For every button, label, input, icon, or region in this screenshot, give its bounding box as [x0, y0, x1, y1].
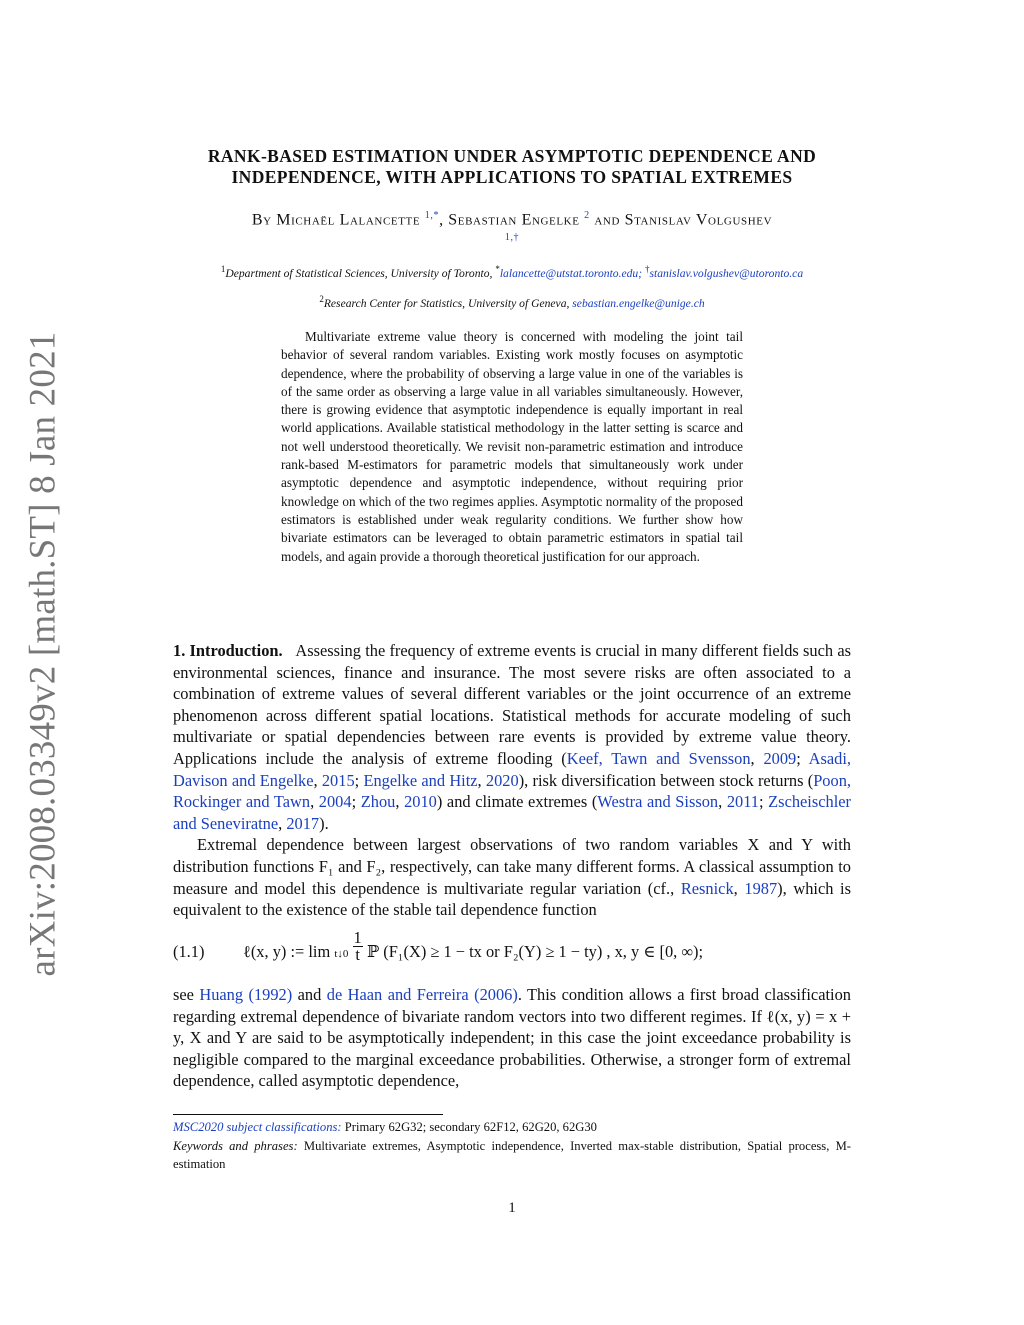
p3-text-b: and: [292, 985, 327, 1004]
citation-zscheischler[interactable]: Zscheischler and Seneviratne: [173, 792, 851, 833]
intro-paragraph-2: Extremal dependence between largest observations of two random variables X and Y with distribution functions F₁ and F₂, respectively, can take many different forms. A classical assumption to measure and model this dependence is multivariate regular variation (cf., Resnick, 1987), which is equivalent to the existence of the stable tail dependence function: [173, 835, 851, 920]
citation-dehaan-year[interactable]: (2006): [474, 985, 518, 1004]
affil-1-dagger: †: [644, 264, 650, 274]
citation-asadi-year[interactable]: 2015: [321, 770, 355, 790]
paragraph-3: [173, 984, 851, 1092]
equation-rhs: ℙ (F₁(X) ≥ 1 − tx or F₂(Y) ≥ 1 − ty) , x, y ∈ [0, ∞);: [366, 942, 704, 961]
keywords-text: Multivariate extremes, Asymptotic independence, Inverted max-stable distribution, Spatial process, M-estimation: [173, 1139, 851, 1171]
keywords-label: Keywords and phrases:: [173, 1139, 298, 1153]
arxiv-stamp: [0, 0, 80, 1325]
section-heading: 1. Introduction.: [173, 641, 283, 660]
title-line-1: RANK-BASED ESTIMATION UNDER ASYMPTOTIC DEPENDENCE AND: [207, 146, 817, 166]
citation-asadi[interactable]: Asadi, Davison and Engelke: [173, 748, 851, 790]
footnote-msc: [173, 1118, 851, 1136]
citation-westra[interactable]: Westra and Sisson: [597, 792, 719, 812]
p2-text-a: Extremal dependence between largest observations of two random variables X and Y with distribution functions F₁ and F₂, respectively, can take many different forms. A classical assumption to measure and model this dependence is multivariate regular variation (cf.,: [173, 835, 851, 898]
author-3-affil-ref[interactable]: 1,†: [504, 232, 520, 244]
title-line-2: INDEPENDENCE, WITH APPLICATIONS TO SPATIAL EXTREMES: [231, 167, 793, 187]
p1-text-c: ) and climate extremes (: [436, 792, 598, 812]
author-list: [170, 206, 854, 248]
affiliation-1: [170, 262, 854, 281]
intro-paragraph-1: 1. Introduction. Assessing the frequency of extreme events is crucial in many different fields such as environmental sciences, finance and insurance. The most severe risks are often associated to a combination of extreme values of several different variables or the joint occurrence of an extreme phenomenon across different spatial locations. Statistical methods for accurate modeling of such multivariate or spatial dependencies between rare events is provided by extreme value theory. Applications include the analysis of extreme flooding (Keef, Tawn and Svensson, 2009; Asadi, Davison and Engelke, 2015; Engelke and Hitz, 2020), risk diversification between stock returns (Poon, Rockinger and Tawn, 2004; Zhou, 2010) and climate extremes (Westra and Sisson, 2011; Zscheischler and Seneviratne, 2017).: [173, 641, 851, 833]
citation-engelke-hitz[interactable]: Engelke and Hitz: [363, 770, 478, 790]
p1-text-a: Assessing the frequency of extreme events is crucial in many different fields such as environmental sciences, finance and insurance. The most severe risks are often associated to a combination of extreme values of several different variables or the joint occurrence of an extreme phenomenon across different spatial locations. Statistical methods for accurate modeling of such multivariate or spatial dependencies between rare events is provided by extreme value theory. Applications include the analysis of extreme flooding (: [173, 641, 851, 768]
author-3: and Stanislav Volgushev: [589, 211, 773, 229]
author-1-affil-ref[interactable]: 1,*: [424, 210, 440, 221]
citation-resnick[interactable]: Resnick: [680, 878, 734, 898]
citation-zhou-year[interactable]: 2010: [404, 792, 437, 812]
affil-1-star: *: [495, 264, 500, 274]
citation-keef-year[interactable]: 2009: [763, 748, 797, 768]
affil-2-text: Research Center for Statistics, University of Geneva,: [323, 296, 573, 310]
affil-2-number: 2: [319, 294, 324, 304]
equation-limit: [334, 942, 348, 962]
msc-text: Primary 62G32; secondary 62F12, 62G20, 62G30: [341, 1120, 597, 1134]
citation-zscheischler-year[interactable]: 2017: [286, 813, 320, 833]
equation-limit-sub: t↓0: [334, 948, 349, 960]
fraction-denominator: t: [355, 945, 360, 964]
p1-text-d: ).: [319, 813, 329, 833]
paragraph-3-text: [173, 984, 851, 1092]
equation-expression: [243, 930, 703, 963]
equation-number: (1.1): [173, 942, 205, 961]
citation-zhou[interactable]: Zhou: [360, 792, 396, 812]
author-2-affil-ref[interactable]: 2: [584, 210, 590, 221]
footnote-rule: [173, 1114, 443, 1115]
email-lalancette[interactable]: lalancette@utstat.toronto.edu;: [499, 266, 645, 280]
citation-dehaan[interactable]: de Haan and Ferreira: [326, 985, 469, 1004]
affiliation-2: [170, 292, 854, 311]
email-engelke[interactable]: sebastian.engelke@unige.ch: [572, 296, 705, 310]
citation-westra-year[interactable]: 2011: [726, 792, 759, 812]
intro-section: [173, 640, 851, 921]
affil-1-text: Department of Statistical Sciences, University of Toronto,: [225, 266, 496, 280]
msc-link[interactable]: MSC2020 subject classifications:: [173, 1120, 342, 1134]
page-number: 1: [508, 1200, 516, 1216]
citation-keef[interactable]: Keef, Tawn and Svensson: [566, 748, 751, 768]
citation-engelke-hitz-year[interactable]: 2020: [485, 770, 519, 790]
author-2: , Sebastian Engelke: [439, 211, 580, 229]
citation-poon[interactable]: Poon, Rockinger and Tawn: [173, 770, 851, 812]
paper-title: [170, 146, 854, 188]
p3-text-a: see: [173, 985, 200, 1004]
citation-resnick-year[interactable]: 1987: [744, 878, 778, 898]
fraction-numerator: 1: [353, 928, 362, 947]
equation-lhs: ℓ(x, y) := lim: [243, 942, 331, 961]
arxiv-stamp-text: arXiv:2008.03349v2 [math.ST] 8 Jan 2021: [22, 331, 64, 977]
author-1: By Michaël Lalancette: [251, 211, 421, 229]
equation-fraction: [353, 930, 363, 963]
citation-huang-year[interactable]: (1992): [248, 985, 293, 1004]
p2-text-b: ), which is equivalent to the existence of the stable tail dependence function: [173, 878, 851, 920]
footnote-keywords: [173, 1137, 851, 1173]
equation-1-1: [173, 930, 851, 974]
abstract: Multivariate extreme value theory is concerned with modeling the joint tail behavior of several random variables. Existing work mostly focuses on asymptotic dependence, where the probability of observing a large value in one of the variables is of the same order as observing a large value in all variables simultaneously. However, there is growing evidence that asymptotic independence is equally important in real world applications. Available statistical methodology in the latter setting is scarce and not well understood theoretically. We revisit non-parametric estimation and introduce rank-based M-estimators for parametric models that simultaneously work under asymptotic dependence and asymptotic independence, without requiring prior knowledge on which of the two regimes applies. Asymptotic normality of the proposed estimators is established under weak regularity conditions. We further show how bivariate estimators can be leveraged to obtain parametric estimators in spatial tail models, and again provide a thorough theoretical justification for our approach.: [281, 329, 743, 564]
p3-text-c: . This condition allows a first broad classification regarding extremal dependence of bivariate random vectors into two different regimes. If ℓ(x, y) = x + y, X and Y are said to be asymptotically independent; in this case the joint exceedance probability is negligible compared to the marginal exceedance probabilities. Otherwise, a stronger form of extremal dependence, called asymptotic dependence,: [173, 985, 851, 1091]
affil-1-number: 1: [220, 264, 226, 274]
citation-poon-year[interactable]: 2004: [318, 792, 352, 812]
p1-text-b: ), risk diversification between stock returns (: [518, 770, 814, 790]
citation-huang[interactable]: Huang: [199, 985, 244, 1004]
email-volgushev[interactable]: stanislav.volgushev@utoronto.ca: [649, 266, 804, 280]
